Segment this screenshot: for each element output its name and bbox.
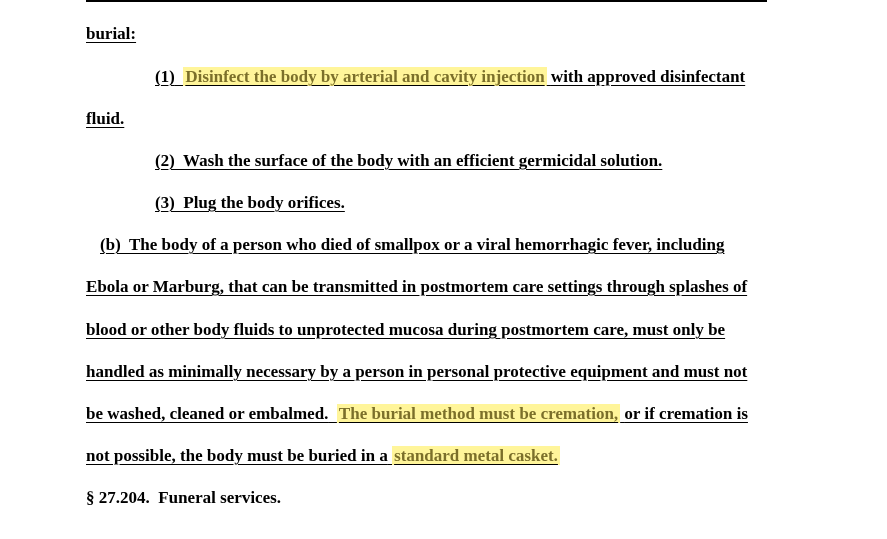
burial-label: burial: <box>86 24 137 43</box>
highlight-cremation: The burial method must be cremation, <box>338 404 619 423</box>
item-1-line <box>155 66 745 88</box>
highlight-disinfect: Disinfect the body by arterial and cavity injection <box>185 67 545 86</box>
paragraph-b-line-3: blood or other body fluids to unprotected mucosa during postmortem care, must only be <box>86 320 726 339</box>
paragraph-b-line-6-start: not possible, the body must be buried in a <box>86 446 388 465</box>
item-2-line: (2) Wash the surface of the body with an efficient germicidal solution. <box>155 151 663 170</box>
paragraph-b-line-5 <box>86 403 748 425</box>
highlight-metal-casket: standard metal casket. <box>394 446 558 465</box>
item-1-number: (1) <box>155 67 175 86</box>
paragraph-b-line-5-end: or if cremation is <box>624 404 748 423</box>
paragraph-b-line-2: Ebola or Marburg, that can be transmitted in postmortem care settings through splashes of <box>86 277 748 296</box>
paragraph-b-line-1: (b) The body of a person who died of smallpox or a viral hemorrhagic fever, including <box>100 235 725 254</box>
item-3-line: (3) Plug the body orifices. <box>155 193 345 212</box>
item-1-continuation: fluid. <box>86 109 125 128</box>
cut-off-text-line <box>86 0 767 2</box>
paragraph-b-line-4: handled as minimally necessary by a person in personal protective equipment and must not <box>86 362 748 381</box>
item-1-rest: with approved disinfectant <box>550 67 746 86</box>
paragraph-b-line-5-start: be washed, cleaned or embalmed. <box>86 404 329 423</box>
paragraph-b-line-6 <box>86 445 560 467</box>
section-heading: § 27.204. Funeral services. <box>86 488 281 507</box>
